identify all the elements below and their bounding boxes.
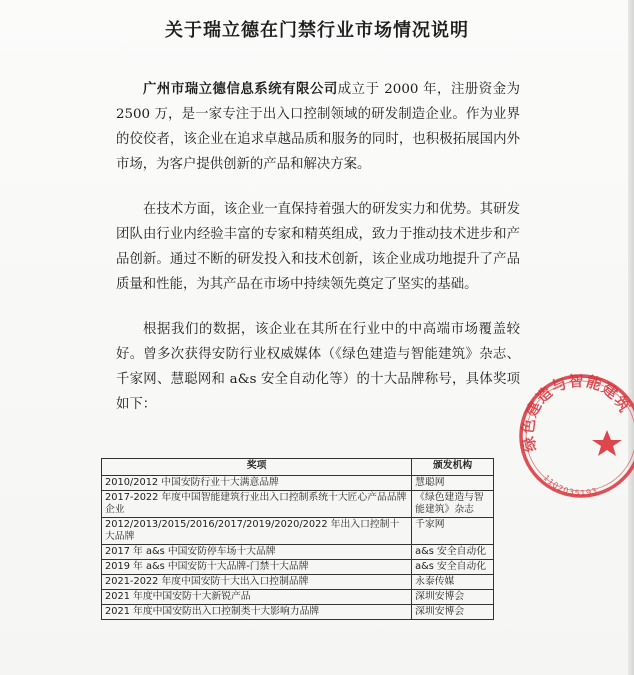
table-row [102,560,494,575]
paragraph-market-position: 根据我们的数据，该企业在其所在行业中的中高端市场覆盖较好。曾多次获得安防行业权威媒体（《绿色建造与智能建筑》杂志、千家网、慧聪网和 a&s 安全自动化等）的十大品牌称号，具体奖项如下： [116,322,520,412]
seal-serial: 1102035193 [541,473,600,498]
award-cell: 2021-2022 年度中国安防十大出入口控制品牌 [102,575,412,590]
award-cell: 2021 年度中国安防出入口控制类十大影响力品牌 [102,605,412,620]
issuer-cell: 《绿色建造与智能建筑》杂志 [412,491,494,518]
header-award: 奖项 [102,459,412,476]
company-name: 广州市瑞立德信息系统有限公司 [143,81,338,97]
paragraph-company-intro-text: 成立于 2000 年，注册资金为 2500 万，是一家专注于出入口控制领域的研发制造企业。作为业界的佼佼者，该企业在追求卓越品质和服务的同时，也积极拓展国内外市场，为客户提供创新的产品和解决方案。 [116,82,520,172]
award-cell: 2017 年 a&s 中国安防停车场十大品牌 [102,545,412,560]
company-seal-stamp [503,358,634,508]
awards-table-header-row [102,459,494,476]
paragraph-company-intro [116,77,520,177]
seal-text: 绿色建造与智能建筑 [518,371,634,454]
issuer-cell: a&s 安全自动化 [412,560,494,575]
table-row [102,545,494,560]
table-row [102,491,494,518]
issuer-cell: 深圳安博会 [412,605,494,620]
table-row [102,518,494,545]
awards-table [101,458,494,620]
seal-star-icon [592,430,622,456]
issuer-cell: 慧聪网 [412,476,494,491]
award-cell: 2021 年度中国安防十大新锐产品 [102,590,412,605]
award-cell: 2010/2012 中国安防行业十大满意品牌 [102,476,412,491]
document-title: 关于瑞立德在门禁行业市场情况说明 [165,20,469,41]
award-cell: 2019 年 a&s 中国安防十大品牌-门禁十大品牌 [102,560,412,575]
issuer-cell: a&s 安全自动化 [412,545,494,560]
table-row [102,605,494,620]
issuer-cell: 永泰传媒 [412,575,494,590]
table-row [102,476,494,491]
table-row [102,575,494,590]
header-issuer: 颁发机构 [412,459,494,476]
paragraph-technology: 在技术方面，该企业一直保持着强大的研发实力和优势。其研发团队由行业内经验丰富的专家和精英组成，致力于推动技术进步和产品创新。通过不断的研发投入和技术创新，该企业成功地提升了产品质量和性能，为其产品在市场中持续领先奠定了坚实的基础。 [116,202,520,292]
table-row [102,590,494,605]
issuer-cell: 千家网 [412,518,494,545]
issuer-cell: 深圳安博会 [412,590,494,605]
award-cell: 2012/2013/2015/2016/2017/2019/2020/2022 年出入口控制十大品牌 [102,518,412,545]
award-cell: 2017-2022 年度中国智能建筑行业出入口控制系统十大匠心产品品牌企业 [102,491,412,518]
page-edge-shadow [628,0,634,675]
